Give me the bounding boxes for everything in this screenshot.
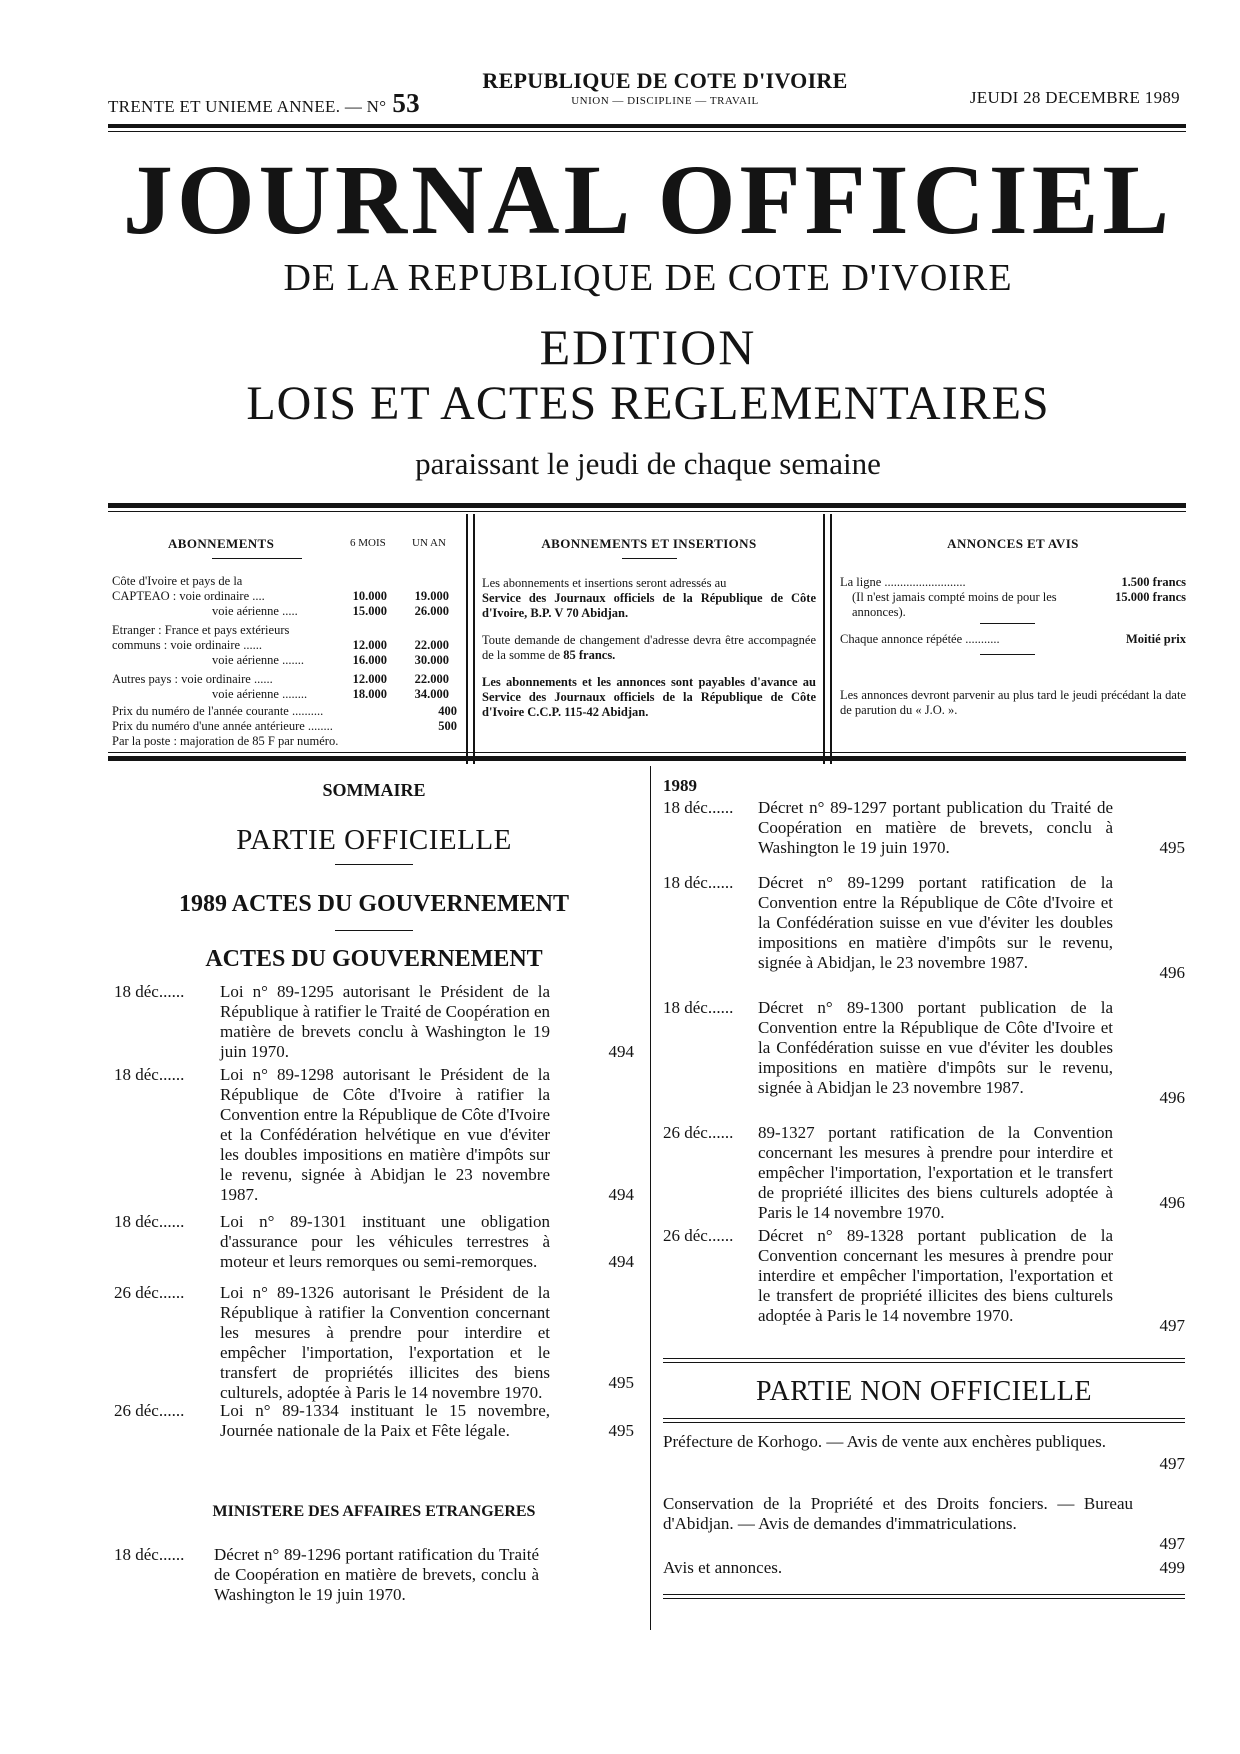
year-label: TRENTE ET UNIEME ANNEE. — N° bbox=[108, 97, 387, 116]
insertions-header: ABONNEMENTS ET INSERTIONS bbox=[541, 536, 757, 551]
national-motto: UNION — DISCIPLINE — TRAVAIL bbox=[571, 95, 759, 107]
entry-text: Avis et annonces. bbox=[663, 1558, 783, 1577]
entry-page: 497 bbox=[1159, 1454, 1185, 1473]
rate-label: voie aérienne ........ bbox=[212, 687, 308, 701]
rate-1-year: 22.000 bbox=[414, 672, 449, 686]
entry-text: Décret n° 89-1297 portant publication du Traité de Coopération en matière de brevets, conclu à Washington le 19 juin 1970. bbox=[758, 798, 1113, 857]
entry-page: 495 bbox=[1159, 838, 1185, 857]
entry-page: 496 bbox=[1159, 1193, 1185, 1212]
entry-text: Conservation de la Propriété et des Droits fonciers. — Bureau d'Abidjan. — Avis de demandes d'immatriculations. bbox=[663, 1494, 1133, 1533]
heading-rule bbox=[335, 930, 413, 931]
rate-row bbox=[112, 574, 457, 589]
entry-text: Loi n° 89-1295 autorisant le Président de la République à ratifier le Traité de Coopération en matière de brevets conclu à Washington le 19 juin 1970. bbox=[220, 982, 550, 1061]
entry-text: Décret n° 89-1300 portant publication de la Convention entre la République de Côte d'Ivoire et la Confédération suisse en vue d'éviter les doubles impositions en matière d'impôts sur le revenu, signée à Abidjan le 23 novembre 1987. bbox=[758, 998, 1113, 1097]
entry-date: 18 déc...... bbox=[114, 982, 185, 1001]
col-1-year: UN AN bbox=[412, 537, 446, 549]
non-official-rule bbox=[663, 1418, 1185, 1419]
publication-frequency: paraissant le jeudi de chaque semaine bbox=[415, 446, 881, 481]
entry-page: 496 bbox=[1159, 1088, 1185, 1107]
rate-1-year: 34.000 bbox=[414, 687, 449, 701]
price-current-label: Prix du numéro de l'année courante .......... bbox=[112, 704, 324, 718]
price-previous-value: 500 bbox=[438, 719, 457, 733]
masthead-rule bbox=[108, 124, 1186, 128]
price-previous-label: Prix du numéro d'une année antérieure ........ bbox=[112, 719, 333, 733]
journal-subtitle: DE LA REPUBLIQUE DE COTE D'IVOIRE bbox=[283, 257, 1013, 299]
rate-label: communs : voie ordinaire ...... bbox=[112, 638, 262, 652]
entry-date: 18 déc...... bbox=[663, 998, 734, 1017]
issue-date: JEUDI 28 DECEMBRE 1989 bbox=[969, 88, 1180, 107]
non-official-rule bbox=[663, 1422, 1185, 1423]
rate-row bbox=[112, 589, 457, 604]
non-official-rule bbox=[663, 1358, 1185, 1359]
republic-name: REPUBLIQUE DE COTE D'IVOIRE bbox=[482, 68, 848, 93]
official-part-title: PARTIE OFFICIELLE bbox=[236, 824, 512, 856]
summary-entry bbox=[663, 1123, 1185, 1222]
summary-entry bbox=[114, 1065, 634, 1205]
box-bottom-rule-thin bbox=[108, 752, 1186, 753]
entry-date: 26 déc...... bbox=[663, 1123, 734, 1142]
rate-1-year: 30.000 bbox=[414, 653, 449, 667]
edition-name: LOIS ET ACTES REGLEMENTAIRES bbox=[246, 377, 1050, 430]
rate-row bbox=[112, 604, 457, 619]
repeat-label: Chaque annonce répétée ........... bbox=[840, 632, 1000, 646]
summary-entry bbox=[114, 1212, 634, 1272]
payment-terms: Les abonnements et les annonces sont payables d'avance au Service des Journaux officiels de la République de Côte d'Ivoire C.C.P. 115-42 Abidjan. bbox=[482, 675, 816, 719]
entry-text: Décret n° 89-1328 portant publication de la Convention concernant les mesures à prendre pour interdire et empêcher l'importation, l'exportation et le transfert de propriété illicites des biens culturels adoptée à Paris le 14 novembre 1970. bbox=[758, 1226, 1113, 1325]
rate-6-months: 12.000 bbox=[352, 672, 387, 686]
non-official-title: PARTIE NON OFFICIELLE bbox=[755, 1376, 1092, 1407]
summary-entry bbox=[114, 982, 634, 1062]
repeat-price: Moitié prix bbox=[1125, 632, 1186, 646]
non-official-entry bbox=[663, 1494, 1185, 1554]
non-official-entry bbox=[663, 1432, 1185, 1474]
deadline-note: Les annonces devront parvenir au plus tard le jeudi précédant la date de parution du « J.O. ». bbox=[840, 688, 1186, 717]
entry-text: Décret n° 89-1296 portant ratification du Traité de Coopération en matière de brevets, conclu à Washington le 19 juin 1970. bbox=[214, 1545, 539, 1604]
entry-page: 494 bbox=[608, 1252, 634, 1271]
box-divider bbox=[473, 514, 475, 764]
entry-page: 496 bbox=[1159, 963, 1185, 982]
rate-label: Côte d'Ivoire et pays de la bbox=[112, 574, 243, 588]
address-change-fee: 85 francs. bbox=[563, 648, 616, 662]
journal-title: JOURNAL OFFICIEL bbox=[122, 144, 1174, 255]
column-divider bbox=[650, 766, 651, 1630]
entry-text: 89-1327 portant ratification de la Convention concernant les mesures à prendre pour interdire et empêcher l'importation, l'exportation et le transfert de propriété illicites des biens culturels adoptée à Paris le 14 novembre 1970. bbox=[758, 1123, 1113, 1222]
summary-entry bbox=[663, 873, 1185, 983]
entry-page: 497 bbox=[1159, 1534, 1185, 1553]
rate-row bbox=[112, 687, 457, 702]
entry-text: Loi n° 89-1301 instituant une obligation d'assurance pour les véhicules terrestres à moteur et leurs remorques ou semi-remorques. bbox=[220, 1212, 550, 1271]
rate-row bbox=[112, 653, 457, 668]
non-official-rule bbox=[663, 1362, 1185, 1363]
entry-date: 26 déc...... bbox=[114, 1401, 185, 1420]
rate-6-months: 12.000 bbox=[352, 638, 387, 652]
heading-rule bbox=[335, 864, 413, 865]
box-divider bbox=[823, 514, 825, 764]
summary-end-rule bbox=[663, 1598, 1185, 1599]
entry-date: 18 déc...... bbox=[663, 873, 734, 892]
minimum-price: 15.000 francs bbox=[1115, 590, 1186, 604]
entry-page: 497 bbox=[1159, 1316, 1185, 1335]
entry-date: 18 déc...... bbox=[114, 1545, 185, 1564]
rates-header: ABONNEMENTS bbox=[168, 536, 275, 551]
rate-1-year: 26.000 bbox=[414, 604, 449, 618]
rate-row bbox=[112, 623, 457, 638]
rate-table bbox=[112, 574, 457, 704]
box-top-rule-thin bbox=[108, 511, 1186, 512]
subscription-rates bbox=[112, 536, 457, 749]
summary-entry bbox=[663, 998, 1185, 1108]
entry-date: 26 déc...... bbox=[114, 1283, 185, 1302]
rate-label: voie aérienne ..... bbox=[212, 604, 298, 618]
box-divider bbox=[830, 514, 832, 764]
entry-text: Préfecture de Korhogo. — Avis de vente aux enchères publiques. bbox=[663, 1432, 1106, 1451]
acts-year-heading: 1989 ACTES DU GOUVERNEMENT bbox=[178, 891, 570, 917]
price-current-value: 400 bbox=[438, 704, 457, 718]
rate-6-months: 16.000 bbox=[352, 653, 387, 667]
ministry-heading: MINISTERE DES AFFAIRES ETRANGERES bbox=[212, 1503, 536, 1520]
rate-6-months: 10.000 bbox=[352, 589, 387, 603]
summary-entry bbox=[114, 1401, 634, 1441]
entry-text: Loi n° 89-1298 autorisant le Président de la République de Côte d'Ivoire à ratifier la Convention entre la République de Côte d'Ivoire et la Confédération helvétique en vue d'éviter les doubles impositions en matière d'impôts sur le revenu, signée à Abidjan le 23 novembre 1987. bbox=[220, 1065, 550, 1204]
entry-text: Décret n° 89-1299 portant ratification de la Convention entre la République de Côte d'Ivoire et la Confédération suisse en vue d'éviter les doubles impositions en matière d'impôts sur le revenu, signée à Abidjan, le 23 novembre 1987. bbox=[758, 873, 1113, 972]
insertions-info bbox=[482, 536, 816, 720]
minimum-note: (Il n'est jamais compté moins de pour les annonces). bbox=[852, 590, 1057, 619]
box-top-rule bbox=[108, 503, 1186, 508]
rate-label: voie aérienne ....... bbox=[212, 653, 304, 667]
entry-page: 499 bbox=[1159, 1558, 1185, 1577]
summary-entry bbox=[114, 1283, 634, 1402]
entry-date: 26 déc...... bbox=[663, 1226, 734, 1245]
issue-number: 53 bbox=[392, 88, 420, 118]
rate-row bbox=[112, 638, 457, 653]
rate-1-year: 19.000 bbox=[414, 589, 449, 603]
rate-label: Etranger : France et pays extérieurs bbox=[112, 623, 290, 637]
box-bottom-rule bbox=[108, 756, 1186, 761]
line-rate-price: 1.500 francs bbox=[1121, 575, 1186, 589]
rate-1-year: 22.000 bbox=[414, 638, 449, 652]
entry-text: Loi n° 89-1334 instituant le 15 novembre, Journée nationale de la Paix et Fête légale. bbox=[220, 1401, 550, 1440]
summary-entry bbox=[663, 1226, 1185, 1336]
rate-6-months: 15.000 bbox=[352, 604, 387, 618]
republic-header bbox=[460, 68, 870, 107]
entry-page: 494 bbox=[608, 1042, 634, 1061]
announcements-info bbox=[840, 536, 1186, 718]
entry-text: Loi n° 89-1326 autorisant le Président de la République à ratifier la Convention concernant les mesures à prendre pour interdire et empêcher l'importation, l'exportation et le transfert de propriétés illicites des biens culturels, adoptée à Paris le 14 novembre 1970. bbox=[220, 1283, 550, 1402]
non-official-entry bbox=[663, 1558, 1185, 1578]
col-6-months: 6 MOIS bbox=[350, 537, 386, 549]
rate-row bbox=[112, 672, 457, 687]
ministry-entry bbox=[114, 1545, 634, 1605]
announcements-header: ANNONCES ET AVIS bbox=[947, 536, 1079, 551]
entry-date: 18 déc...... bbox=[663, 798, 734, 817]
entry-page: 495 bbox=[608, 1421, 634, 1440]
masthead-rule-thin bbox=[108, 131, 1186, 132]
entry-page: 494 bbox=[608, 1185, 634, 1204]
entry-date: 18 déc...... bbox=[114, 1212, 185, 1231]
summary-entry bbox=[663, 798, 1185, 858]
right-year: 1989 bbox=[663, 776, 697, 795]
summary-title: SOMMAIRE bbox=[322, 780, 426, 800]
rate-label: CAPTEAO : voie ordinaire .... bbox=[112, 589, 265, 603]
entry-page: 495 bbox=[608, 1373, 634, 1392]
entry-date: 18 déc...... bbox=[114, 1065, 185, 1084]
summary-end-rule bbox=[663, 1594, 1185, 1595]
postage-note: Par la poste : majoration de 85 F par numéro. bbox=[112, 734, 339, 748]
edition-label: EDITION bbox=[539, 319, 757, 375]
box-divider bbox=[466, 514, 468, 764]
rate-label: Autres pays : voie ordinaire ...... bbox=[112, 672, 273, 686]
acts-heading: ACTES DU GOUVERNEMENT bbox=[205, 946, 543, 972]
insertions-address: Service des Journaux officiels de la République de Côte d'Ivoire, B.P. V 70 Abidjan. bbox=[482, 591, 816, 620]
address-change-text: Toute demande de changement d'adresse devra être accompagnée de la somme de bbox=[482, 633, 816, 662]
line-rate-label: La ligne .......................... bbox=[840, 575, 966, 589]
rate-6-months: 18.000 bbox=[352, 687, 387, 701]
insertions-address-text: Les abonnements et insertions seront adressés au bbox=[482, 576, 727, 590]
issue-line bbox=[108, 88, 420, 119]
